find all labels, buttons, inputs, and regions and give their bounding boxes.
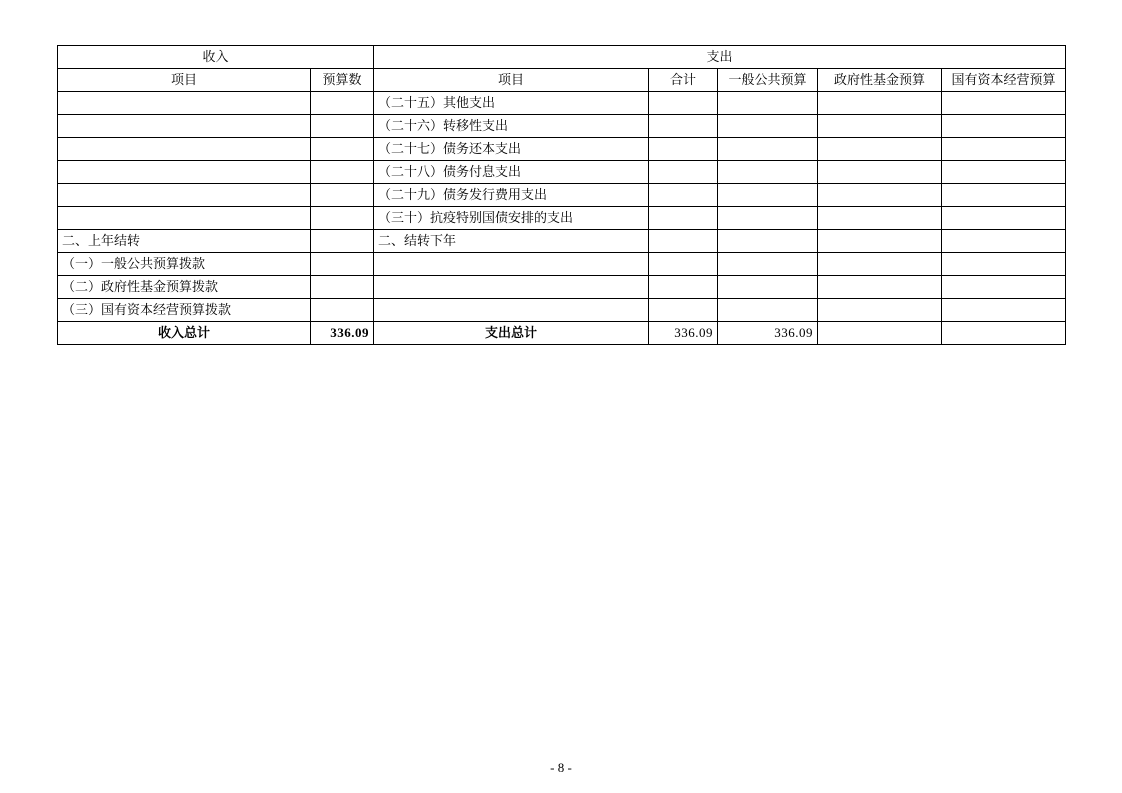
cell-income-item: （一）一般公共预算拨款 (58, 253, 311, 276)
cell-exp-general (718, 253, 818, 276)
cell-income-budget (311, 138, 374, 161)
cell-income-budget (311, 207, 374, 230)
cell-exp-state-owned (942, 115, 1066, 138)
table-row (58, 92, 1066, 115)
cell-exp-item: （二十七）债务还本支出 (374, 138, 649, 161)
cell-exp-total (649, 92, 718, 115)
table-row (58, 184, 1066, 207)
column-header-exp-fund: 政府性基金预算 (818, 69, 942, 92)
cell-exp-fund (818, 138, 942, 161)
cell-income-budget (311, 92, 374, 115)
cell-exp-general (718, 184, 818, 207)
cell-income-item (58, 184, 311, 207)
cell-exp-fund (818, 230, 942, 253)
group-header-income: 收入 (58, 46, 374, 69)
cell-exp-item (374, 276, 649, 299)
cell-exp-fund (818, 207, 942, 230)
cell-exp-state-owned (942, 184, 1066, 207)
cell-exp-item (374, 253, 649, 276)
cell-exp-total (649, 230, 718, 253)
group-header-expenditure: 支出 (374, 46, 1066, 69)
cell-exp-fund (818, 276, 942, 299)
cell-exp-item: （三十）抗疫特别国债安排的支出 (374, 207, 649, 230)
budget-table-container (57, 45, 1065, 345)
cell-exp-item: （二十八）债务付息支出 (374, 161, 649, 184)
cell-exp-general (718, 230, 818, 253)
cell-exp-item: 支出总计 (374, 322, 649, 345)
cell-exp-general (718, 92, 818, 115)
cell-exp-state-owned (942, 161, 1066, 184)
table-row (58, 230, 1066, 253)
cell-exp-state-owned (942, 253, 1066, 276)
cell-exp-total (649, 276, 718, 299)
column-header-exp-state-owned: 国有资本经营预算 (942, 69, 1066, 92)
cell-income-item: 二、上年结转 (58, 230, 311, 253)
table-column-header-row (58, 69, 1066, 92)
cell-exp-general (718, 161, 818, 184)
cell-exp-state-owned (942, 230, 1066, 253)
column-header-exp-general: 一般公共预算 (718, 69, 818, 92)
cell-exp-total (649, 299, 718, 322)
page-footer: - 8 - (550, 760, 572, 775)
table-row (58, 207, 1066, 230)
cell-income-budget (311, 299, 374, 322)
cell-income-item (58, 92, 311, 115)
cell-income-budget (311, 253, 374, 276)
cell-exp-general (718, 207, 818, 230)
cell-exp-total (649, 161, 718, 184)
cell-exp-general (718, 138, 818, 161)
budget-table-body (58, 46, 1066, 345)
cell-exp-state-owned (942, 276, 1066, 299)
cell-income-item (58, 115, 311, 138)
cell-income-budget (311, 230, 374, 253)
cell-income-item: （三）国有资本经营预算拨款 (58, 299, 311, 322)
column-header-income-budget: 预算数 (311, 69, 374, 92)
cell-exp-total (649, 115, 718, 138)
cell-exp-state-owned (942, 92, 1066, 115)
cell-income-budget (311, 161, 374, 184)
cell-exp-fund (818, 322, 942, 345)
column-header-exp-total: 合计 (649, 69, 718, 92)
cell-exp-item: （二十九）债务发行费用支出 (374, 184, 649, 207)
cell-income-item: 收入总计 (58, 322, 311, 345)
column-header-income-item: 项目 (58, 69, 311, 92)
cell-income-item (58, 138, 311, 161)
table-row (58, 322, 1066, 345)
table-row (58, 138, 1066, 161)
cell-income-budget: 336.09 (311, 322, 374, 345)
table-row (58, 115, 1066, 138)
table-row (58, 253, 1066, 276)
cell-exp-state-owned (942, 299, 1066, 322)
cell-exp-total (649, 184, 718, 207)
cell-exp-general (718, 115, 818, 138)
cell-income-item: （二）政府性基金预算拨款 (58, 276, 311, 299)
cell-exp-fund (818, 92, 942, 115)
cell-exp-general (718, 299, 818, 322)
table-group-header-row (58, 46, 1066, 69)
cell-exp-fund (818, 184, 942, 207)
table-row (58, 161, 1066, 184)
cell-exp-total (649, 207, 718, 230)
cell-exp-state-owned (942, 207, 1066, 230)
cell-exp-total (649, 253, 718, 276)
cell-income-item (58, 161, 311, 184)
cell-exp-general: 336.09 (718, 322, 818, 345)
cell-income-budget (311, 115, 374, 138)
column-header-exp-item: 项目 (374, 69, 649, 92)
cell-exp-fund (818, 115, 942, 138)
cell-exp-item: 二、结转下年 (374, 230, 649, 253)
cell-exp-general (718, 276, 818, 299)
cell-income-budget (311, 276, 374, 299)
cell-exp-fund (818, 161, 942, 184)
cell-exp-fund (818, 299, 942, 322)
cell-exp-state-owned (942, 322, 1066, 345)
cell-exp-item (374, 299, 649, 322)
table-row (58, 276, 1066, 299)
cell-exp-fund (818, 253, 942, 276)
cell-exp-state-owned (942, 138, 1066, 161)
cell-income-item (58, 207, 311, 230)
cell-exp-total: 336.09 (649, 322, 718, 345)
budget-table (57, 45, 1066, 345)
cell-income-budget (311, 184, 374, 207)
cell-exp-total (649, 138, 718, 161)
cell-exp-item: （二十六）转移性支出 (374, 115, 649, 138)
table-row (58, 299, 1066, 322)
cell-exp-item: （二十五）其他支出 (374, 92, 649, 115)
